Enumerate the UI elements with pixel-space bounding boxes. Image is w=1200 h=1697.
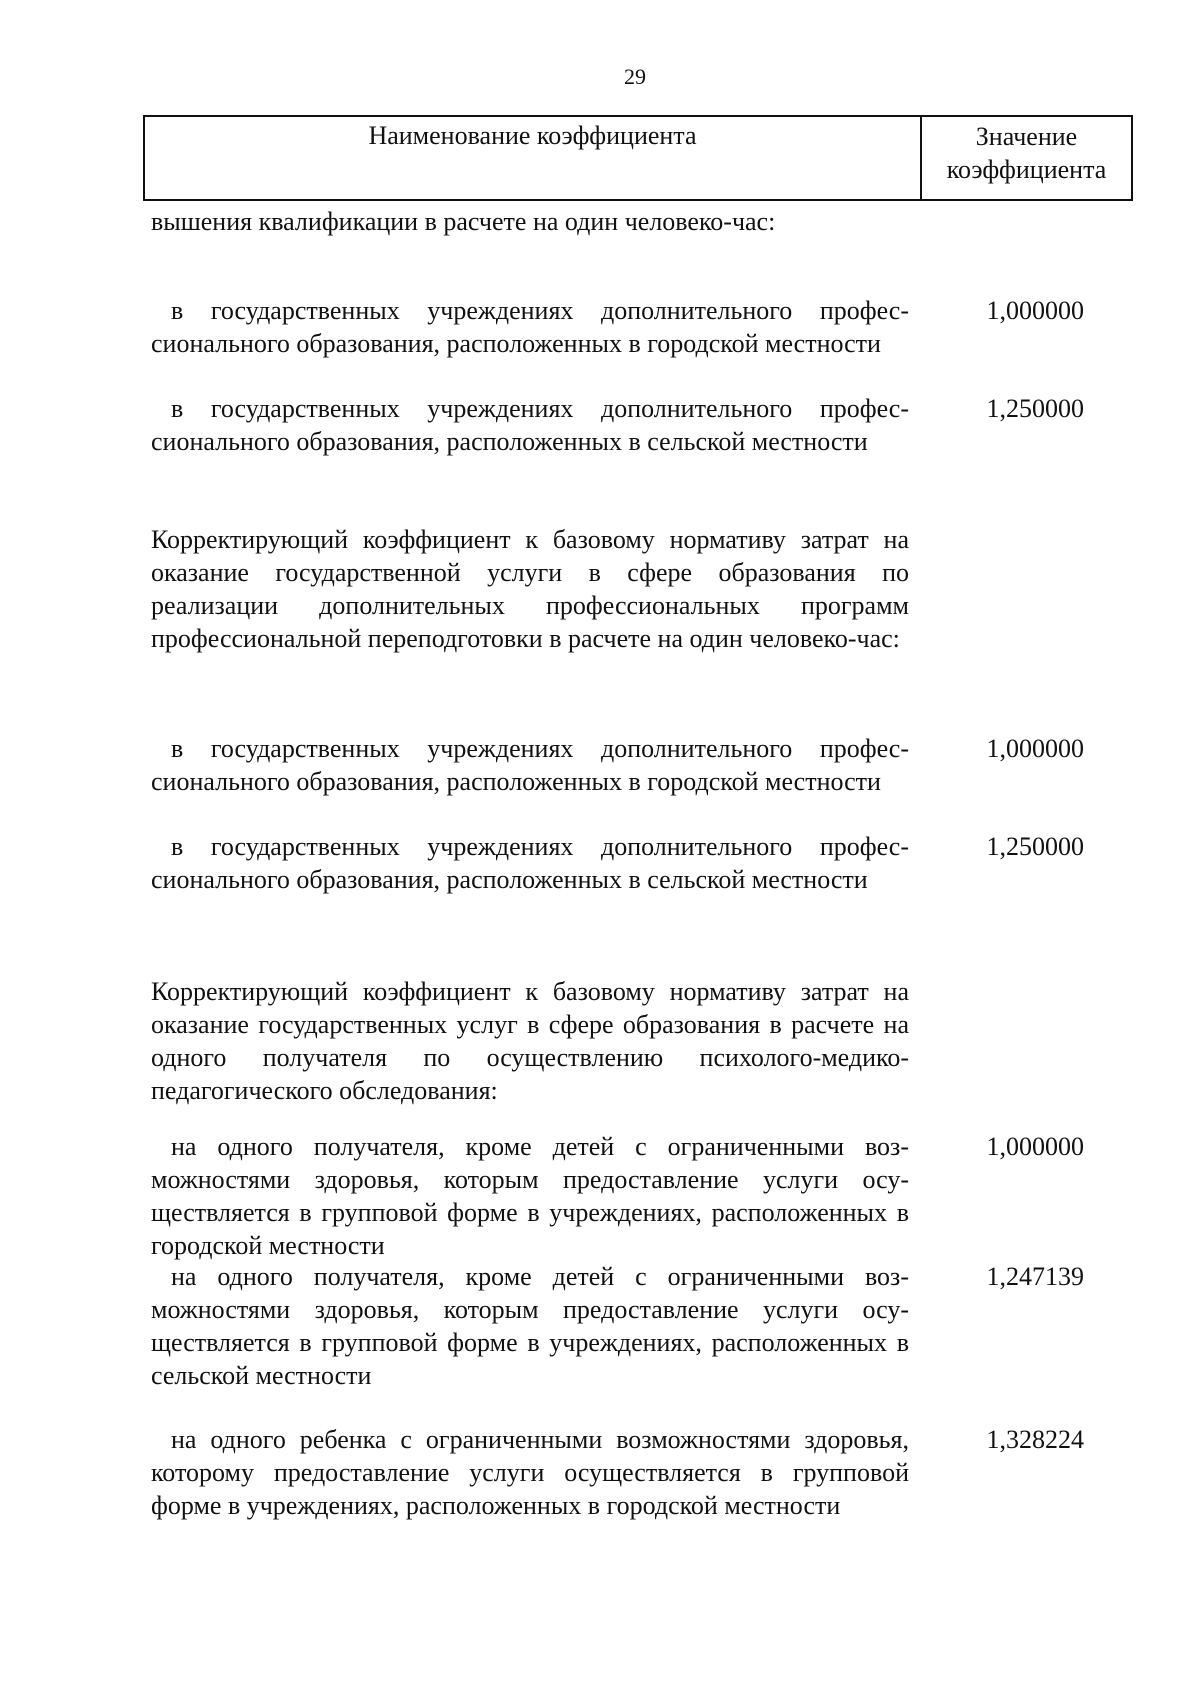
coefficient-name: Корректирующий коэффициент к базовому нормативу затрат на оказание государственной услуги в сфере образования по реализации дополнительных профессиональных программ профессиональной переподготовки в расчете на один человеко-час: bbox=[151, 525, 909, 653]
coefficient-value: 1,000000 bbox=[986, 296, 1084, 325]
table-row bbox=[151, 1423, 1141, 1522]
header-value-column bbox=[922, 117, 1131, 199]
coefficient-name: Корректирующий коэффициент к базовому нормативу затрат на оказание государственных услуг в сфере образования в расчете на одного получателя по осуществлению психолого-медико-педагогического обследования: bbox=[151, 977, 909, 1105]
table-row bbox=[151, 205, 1141, 238]
table-row bbox=[151, 830, 1141, 896]
coefficient-name: на одного получателя, кроме детей с ограниченными возможностями здоровья, которым предоставление услуги осуществляется в групповой форме в учреждениях, расположенных в городской местности bbox=[151, 1132, 909, 1260]
header-value-line1: Значение bbox=[975, 122, 1078, 151]
table-row bbox=[151, 523, 1141, 655]
coefficient-value: 1,247139 bbox=[986, 1262, 1084, 1291]
coefficient-name: на одного получателя, кроме детей с ограниченными возможностями здоровья, которым предоставление услуги осуществляется в групповой форме в учреждениях, расположенных в сельской местности bbox=[151, 1262, 909, 1390]
table-row bbox=[151, 392, 1141, 458]
coefficient-name: в государственных учреждениях дополнительного профессионального образования, расположенных в сельской местности bbox=[151, 394, 909, 456]
coefficient-name: на одного ребенка с ограниченными возможностями здоровья, которому предоставление услуги осуществляется в групповой форме в учреждениях, расположенных в городской местности bbox=[151, 1425, 909, 1520]
table-header bbox=[143, 115, 1133, 201]
coefficient-name: в государственных учреждениях дополнительного профессионального образования, расположенных в городской местности bbox=[151, 296, 909, 358]
table-row bbox=[151, 975, 1141, 1107]
coefficient-name: в государственных учреждениях дополнительного профессионального образования, расположенных в городской местности bbox=[151, 734, 909, 796]
coefficient-value: 1,328224 bbox=[986, 1425, 1084, 1454]
coefficient-name: в государственных учреждениях дополнительного профессионального образования, расположенных в сельской местности bbox=[151, 832, 909, 894]
table-row bbox=[151, 732, 1141, 798]
table-row bbox=[151, 1130, 1141, 1262]
coefficient-name: вышения квалификации в расчете на один человеко-час: bbox=[151, 207, 776, 236]
coefficient-value: 1,250000 bbox=[986, 832, 1084, 861]
table-row bbox=[151, 1260, 1141, 1392]
table-row bbox=[151, 294, 1141, 360]
header-name-column: Наименование коэффициента bbox=[145, 117, 922, 199]
coefficient-value: 1,250000 bbox=[986, 394, 1084, 423]
header-value-line2: коэффициента bbox=[946, 155, 1107, 184]
coefficient-value: 1,000000 bbox=[986, 734, 1084, 763]
coefficient-value: 1,000000 bbox=[986, 1132, 1084, 1161]
page-number: 29 bbox=[624, 64, 646, 89]
